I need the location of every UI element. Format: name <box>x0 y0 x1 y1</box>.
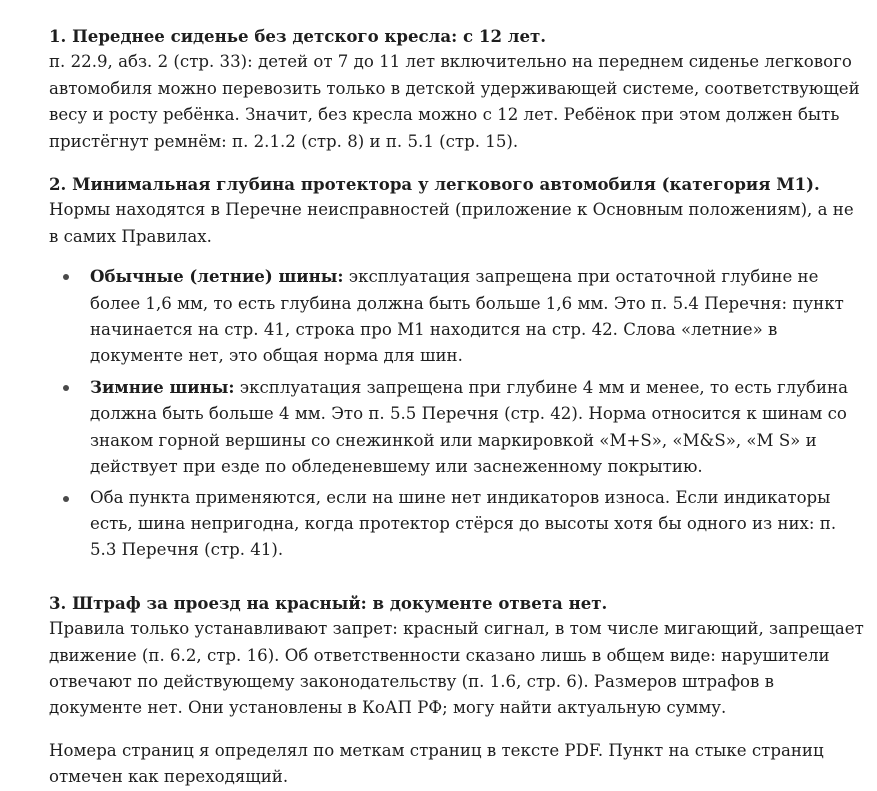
bullet-dot-icon <box>63 496 69 502</box>
list-item-text: эксплуатация запрещена при остаточной глубине не более 1,6 мм, то есть глубина должна быть больше 1,6 мм. Это п. 5.4 Перечня: пункт начинается на стр. 41, строка про M1 находится на стр. 42. Слова «летние» в документе нет, это общая норма для шин. <box>90 267 844 366</box>
bullet-dot-icon <box>63 274 69 280</box>
section-child-seat <box>49 23 864 155</box>
list-item <box>49 374 864 481</box>
section-tread-depth <box>49 171 864 564</box>
section-paragraph: Нормы находятся в Перечне неисправностей (приложение к Основным положениям), а не в самих Правилах. <box>49 200 854 246</box>
section-red-light-fine <box>49 590 864 722</box>
list-item <box>49 263 864 370</box>
answer-document <box>49 23 864 791</box>
page-number-note: Номера страниц я определял по меткам страниц в тексте PDF. Пункт на стыке страниц отмечен как переходящий. <box>49 740 824 787</box>
section-paragraph: Правила только устанавливают запрет: красный сигнал, в том числе мигающий, запрещает движение (п. 6.2, стр. 16). Об ответственности сказано лишь в общем виде: нарушители отвечают по действующему законодательству (п. 1.6, стр. 6). Размеров штрафов в документе нет. Они установлены в КоАП РФ; могу найти актуальную сумму. <box>49 619 864 718</box>
list-item-text: эксплуатация запрещена при глубине 4 мм и менее, то есть глубина должна быть больше 4 мм. Это п. 5.5 Перечня (стр. 42). Норма относится к шинам со знаком горной вершины со снежинкой или маркировкой «M+S», «M&S», «M S» и действует при езде по обледеневшему или заснеженному покрытию. <box>90 377 848 477</box>
section-heading: 3. Штраф за проезд на красный: в документе ответа нет. <box>49 592 608 613</box>
section-heading: 2. Минимальная глубина протектора у легкового автомобиля (категория M1). <box>49 174 820 195</box>
list-item-lead: Обычные (летние) шины: <box>90 266 344 287</box>
section-paragraph: п. 22.9, абз. 2 (стр. 33): детей от 7 до 11 лет включительно на переднем сиденье легкового автомобиля можно перевозить только в детской удерживающей системе, соответствующей весу и росту ребёнка. Значит, без кресла можно с 12 лет. Ребёнок при этом должен быть пристёгнут ремнём: п. 2.1.2 (стр. 8) и п. 5.1 (стр. 15). <box>49 52 860 151</box>
bullet-dot-icon <box>63 385 69 391</box>
list-item <box>49 485 864 564</box>
bullet-list <box>49 263 864 563</box>
list-item-lead: Зимние шины: <box>90 376 235 397</box>
list-item-text: Оба пункта применяются, если на шине нет индикаторов износа. Если индикаторы есть, шина непригодна, когда протектор стёрся до высоты хотя бы одного из них: п. 5.3 Перечня (стр. 41). <box>90 487 837 560</box>
section-heading: 1. Переднее сиденье без детского кресла: с 12 лет. <box>49 26 547 46</box>
